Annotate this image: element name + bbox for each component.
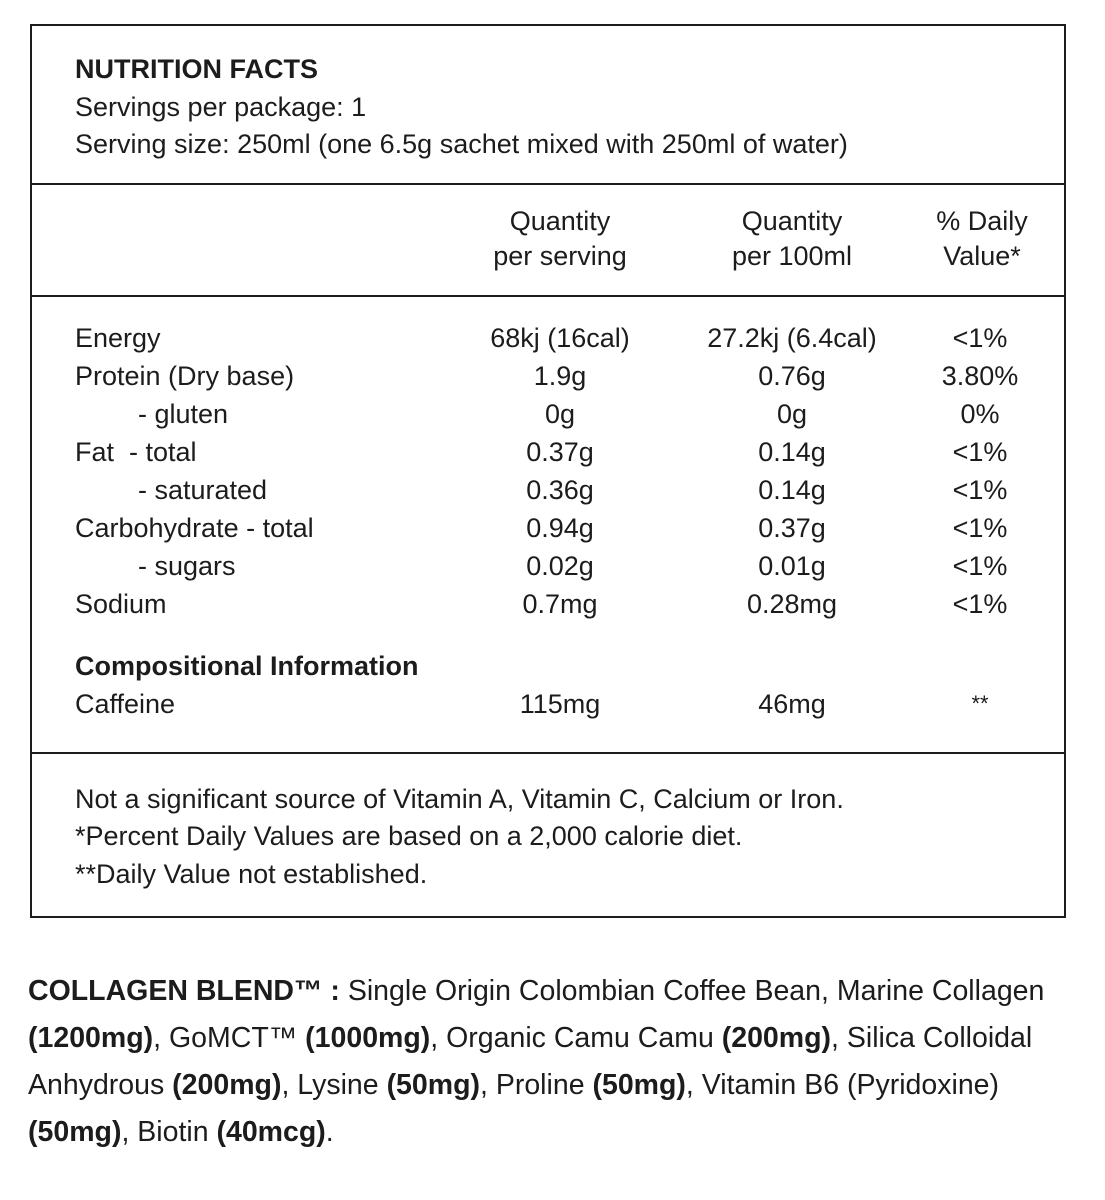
ingredient-text: , Silica Colloidal Anhydrous: [28, 1022, 1033, 1101]
daily-value: 0%: [960, 399, 1000, 429]
ingredient-emphasis: (1200mg): [28, 1022, 154, 1054]
ingredient-emphasis: (50mg): [592, 1069, 686, 1101]
row-label: Caffeine: [75, 689, 176, 719]
nutrition-title: NUTRITION FACTS: [75, 54, 318, 84]
servings-per-package: Servings per package: 1: [75, 92, 367, 122]
per-serving-value: 0.36g: [526, 475, 594, 505]
footnote: **Daily Value not established.: [75, 859, 428, 889]
ingredient-text: .: [325, 1116, 334, 1148]
ingredient-emphasis: (50mg): [28, 1116, 122, 1148]
per-serving-value: 0.02g: [526, 551, 594, 581]
daily-value: <1%: [952, 437, 1008, 467]
divider: [32, 752, 1064, 754]
column-header-per-100ml: Quantity per 100ml: [731, 206, 853, 271]
serving-size: Serving size: 250ml (one 6.5g sachet mixed with 250ml of water): [75, 129, 848, 159]
divider: [32, 295, 1064, 297]
ingredient-emphasis: (40mcg): [216, 1116, 326, 1148]
ingredients-list: [28, 968, 1078, 1156]
row-label: - saturated: [138, 475, 268, 505]
footnote: Not a significant source of Vitamin A, Vitamin C, Calcium or Iron.: [75, 784, 844, 814]
per-serving-value: 68kj (16cal): [490, 323, 630, 353]
per-100ml-value: 27.2kj (6.4cal): [707, 323, 877, 353]
ingredient-emphasis: (1000mg): [305, 1022, 431, 1054]
daily-value: <1%: [952, 551, 1008, 581]
ingredient-text: , Biotin: [121, 1116, 217, 1148]
per-100ml-value: 0.37g: [758, 513, 826, 543]
ingredient-emphasis: (200mg): [721, 1022, 832, 1054]
per-serving-value: 1.9g: [533, 361, 587, 391]
per-100ml-value: 0.14g: [758, 437, 826, 467]
daily-value: 3.80%: [941, 361, 1019, 391]
per-serving-value: 0g: [544, 399, 576, 429]
ingredient-text: , Vitamin B6 (Pyridoxine): [685, 1069, 1000, 1101]
daily-value: **: [971, 691, 989, 716]
daily-value: <1%: [952, 513, 1008, 543]
column-header-daily-value: % Daily Value*: [936, 206, 1028, 271]
per-100ml-value: 0.28mg: [746, 589, 838, 619]
ingredient-text: , Lysine: [281, 1069, 387, 1101]
nutrition-facts-panel: [30, 24, 1066, 918]
daily-value: <1%: [952, 589, 1008, 619]
ingredient-emphasis: COLLAGEN BLEND™ :: [28, 975, 348, 1007]
row-label: - gluten: [138, 399, 229, 429]
per-serving-value: 115mg: [519, 689, 601, 719]
per-serving-value: 0.94g: [526, 513, 594, 543]
column-header-per-serving: Quantity per serving: [493, 206, 627, 271]
row-label: Energy: [75, 323, 161, 353]
daily-value: <1%: [952, 323, 1008, 353]
row-label: Sodium: [75, 589, 167, 619]
per-serving-value: 0.7mg: [522, 589, 598, 619]
divider: [32, 183, 1064, 185]
per-100ml-value: 0.14g: [758, 475, 826, 505]
ingredient-emphasis: (50mg): [386, 1069, 480, 1101]
per-100ml-value: 0.76g: [758, 361, 826, 391]
daily-value: <1%: [952, 475, 1008, 505]
compositional-heading: Compositional Information: [75, 651, 419, 681]
ingredient-text: Single Origin Colombian Coffee Bean, Marine Collagen: [347, 975, 1045, 1007]
ingredient-text: , Proline: [480, 1069, 593, 1101]
row-label: Protein (Dry base): [75, 361, 295, 391]
ingredient-text: , Organic Camu Camu: [430, 1022, 722, 1054]
row-label: Fat - total: [75, 437, 197, 467]
per-100ml-value: 0g: [776, 399, 808, 429]
row-label: Carbohydrate - total: [75, 513, 314, 543]
footnote: *Percent Daily Values are based on a 2,000 calorie diet.: [75, 821, 743, 851]
per-100ml-value: 46mg: [758, 689, 826, 719]
ingredient-text: , GoMCT™: [153, 1022, 306, 1054]
per-100ml-value: 0.01g: [758, 551, 826, 581]
per-serving-value: 0.37g: [526, 437, 594, 467]
row-label: - sugars: [138, 551, 236, 581]
ingredient-emphasis: (200mg): [172, 1069, 282, 1101]
